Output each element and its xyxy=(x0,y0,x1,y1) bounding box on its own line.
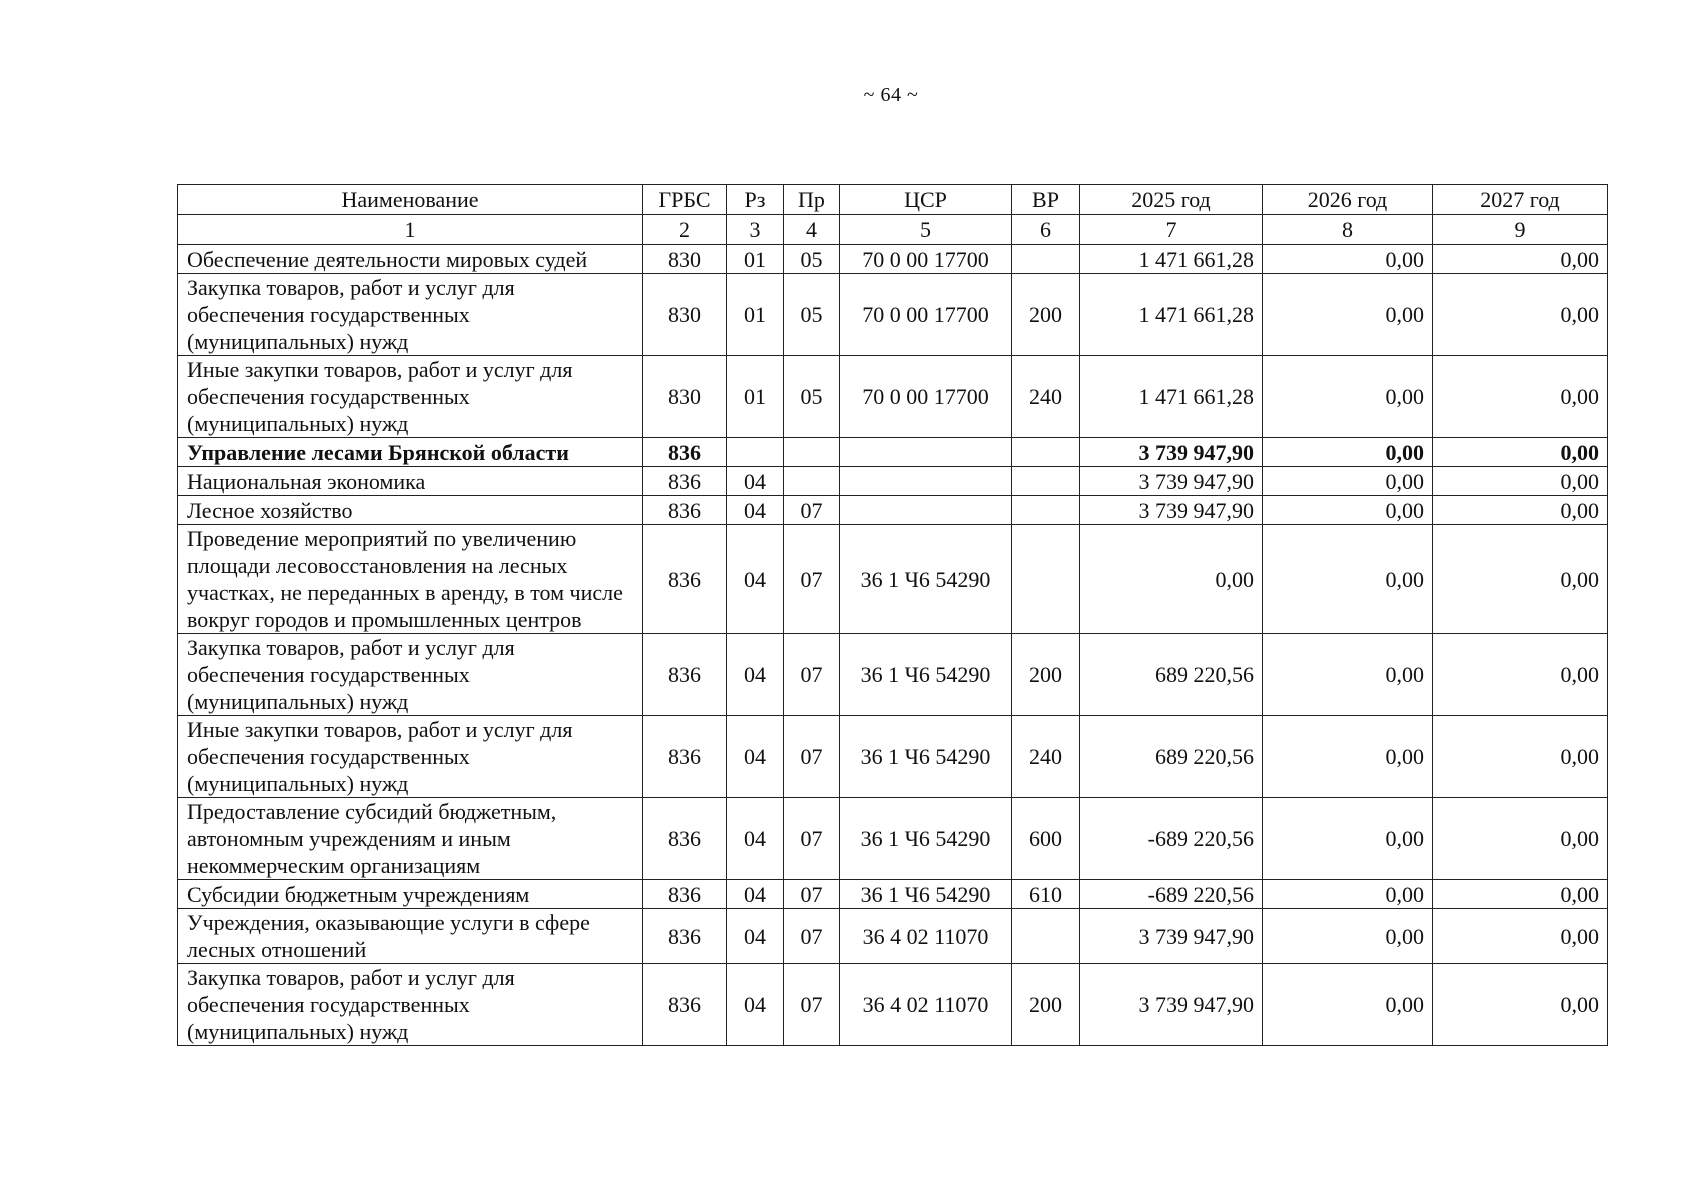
cell-grbs: 836 xyxy=(643,964,727,1046)
cell-2025: 1 471 661,28 xyxy=(1080,245,1263,274)
cell-2027: 0,00 xyxy=(1433,356,1608,438)
cell-2027: 0,00 xyxy=(1433,909,1608,964)
cell-2026: 0,00 xyxy=(1263,467,1433,496)
cell-2026: 0,00 xyxy=(1263,880,1433,909)
cell-csr: 36 1 Ч6 54290 xyxy=(840,634,1012,716)
cell-vr: 240 xyxy=(1012,716,1080,798)
cell-rz: 04 xyxy=(727,525,784,634)
cell-2025: 3 739 947,90 xyxy=(1080,964,1263,1046)
cell-2027: 0,00 xyxy=(1433,467,1608,496)
cell-pr xyxy=(784,438,840,467)
cell-vr xyxy=(1012,467,1080,496)
column-number: 3 xyxy=(727,215,784,245)
cell-csr: 36 1 Ч6 54290 xyxy=(840,798,1012,880)
cell-rz: 04 xyxy=(727,909,784,964)
cell-2025: 1 471 661,28 xyxy=(1080,356,1263,438)
cell-grbs: 836 xyxy=(643,496,727,525)
header-2025: 2025 год xyxy=(1080,185,1263,215)
cell-rz: 01 xyxy=(727,274,784,356)
cell-name: Лесное хозяйство xyxy=(178,496,643,525)
header-row xyxy=(178,185,1608,215)
table-row xyxy=(178,525,1608,634)
cell-2026: 0,00 xyxy=(1263,245,1433,274)
cell-2025: 1 471 661,28 xyxy=(1080,274,1263,356)
cell-2026: 0,00 xyxy=(1263,909,1433,964)
header-2027: 2027 год xyxy=(1433,185,1608,215)
cell-vr: 200 xyxy=(1012,634,1080,716)
cell-2027: 0,00 xyxy=(1433,716,1608,798)
cell-name: Иные закупки товаров, работ и услуг для обеспечения государственных (муниципальных) нужд xyxy=(178,716,643,798)
cell-2027: 0,00 xyxy=(1433,880,1608,909)
table-row xyxy=(178,496,1608,525)
cell-grbs: 836 xyxy=(643,634,727,716)
cell-name: Национальная экономика xyxy=(178,467,643,496)
table-row xyxy=(178,909,1608,964)
cell-2025: 3 739 947,90 xyxy=(1080,909,1263,964)
cell-csr: 36 1 Ч6 54290 xyxy=(840,525,1012,634)
cell-grbs: 836 xyxy=(643,880,727,909)
cell-2027: 0,00 xyxy=(1433,245,1608,274)
cell-grbs: 830 xyxy=(643,356,727,438)
cell-vr xyxy=(1012,909,1080,964)
cell-csr: 36 4 02 11070 xyxy=(840,909,1012,964)
cell-vr xyxy=(1012,525,1080,634)
table-row xyxy=(178,274,1608,356)
header-csr: ЦСР xyxy=(840,185,1012,215)
cell-2026: 0,00 xyxy=(1263,716,1433,798)
column-number: 7 xyxy=(1080,215,1263,245)
cell-2027: 0,00 xyxy=(1433,798,1608,880)
table-row xyxy=(178,356,1608,438)
cell-rz: 04 xyxy=(727,964,784,1046)
cell-vr: 200 xyxy=(1012,274,1080,356)
cell-2027: 0,00 xyxy=(1433,525,1608,634)
cell-grbs: 836 xyxy=(643,798,727,880)
cell-pr: 05 xyxy=(784,356,840,438)
header-rz: Рз xyxy=(727,185,784,215)
cell-csr: 36 4 02 11070 xyxy=(840,964,1012,1046)
cell-name: Предоставление субсидий бюджетным, автономным учреждениям и иным некоммерческим организациям xyxy=(178,798,643,880)
header-name: Наименование xyxy=(178,185,643,215)
cell-csr xyxy=(840,467,1012,496)
cell-name: Закупка товаров, работ и услуг для обеспечения государственных (муниципальных) нужд xyxy=(178,634,643,716)
cell-csr: 36 1 Ч6 54290 xyxy=(840,716,1012,798)
cell-2027: 0,00 xyxy=(1433,496,1608,525)
cell-csr: 70 0 00 17700 xyxy=(840,274,1012,356)
cell-rz: 04 xyxy=(727,880,784,909)
cell-name: Закупка товаров, работ и услуг для обеспечения государственных (муниципальных) нужд xyxy=(178,274,643,356)
cell-csr xyxy=(840,438,1012,467)
cell-csr xyxy=(840,496,1012,525)
cell-2026: 0,00 xyxy=(1263,496,1433,525)
cell-2026: 0,00 xyxy=(1263,964,1433,1046)
cell-2027: 0,00 xyxy=(1433,438,1608,467)
cell-rz: 01 xyxy=(727,245,784,274)
header-vr: ВР xyxy=(1012,185,1080,215)
column-number: 1 xyxy=(178,215,643,245)
column-number: 2 xyxy=(643,215,727,245)
header-pr: Пр xyxy=(784,185,840,215)
table-row xyxy=(178,634,1608,716)
cell-name: Обеспечение деятельности мировых судей xyxy=(178,245,643,274)
cell-grbs: 836 xyxy=(643,467,727,496)
cell-vr: 600 xyxy=(1012,798,1080,880)
cell-name: Иные закупки товаров, работ и услуг для обеспечения государственных (муниципальных) нужд xyxy=(178,356,643,438)
column-number: 9 xyxy=(1433,215,1608,245)
cell-vr: 200 xyxy=(1012,964,1080,1046)
cell-name: Учреждения, оказывающие услуги в сфере лесных отношений xyxy=(178,909,643,964)
cell-pr: 07 xyxy=(784,798,840,880)
cell-pr: 07 xyxy=(784,716,840,798)
cell-rz: 04 xyxy=(727,798,784,880)
cell-pr: 07 xyxy=(784,909,840,964)
cell-grbs: 836 xyxy=(643,909,727,964)
column-number: 8 xyxy=(1263,215,1433,245)
cell-grbs: 830 xyxy=(643,245,727,274)
cell-2026: 0,00 xyxy=(1263,438,1433,467)
cell-pr xyxy=(784,467,840,496)
column-number: 4 xyxy=(784,215,840,245)
cell-pr: 05 xyxy=(784,245,840,274)
cell-2025: 689 220,56 xyxy=(1080,634,1263,716)
table-row xyxy=(178,964,1608,1046)
cell-grbs: 836 xyxy=(643,716,727,798)
budget-table xyxy=(177,184,1608,1046)
table-row xyxy=(178,798,1608,880)
cell-2026: 0,00 xyxy=(1263,525,1433,634)
cell-csr: 70 0 00 17700 xyxy=(840,245,1012,274)
cell-vr xyxy=(1012,438,1080,467)
column-number: 6 xyxy=(1012,215,1080,245)
cell-csr: 36 1 Ч6 54290 xyxy=(840,880,1012,909)
cell-pr: 07 xyxy=(784,496,840,525)
cell-2025: -689 220,56 xyxy=(1080,798,1263,880)
cell-rz: 01 xyxy=(727,356,784,438)
budget-table-container xyxy=(177,184,1607,1046)
table-row xyxy=(178,438,1608,467)
cell-name: Проведение мероприятий по увеличению площади лесовосстановления на лесных участках, не переданных в аренду, в том числе вокруг городов и промышленных центров xyxy=(178,525,643,634)
column-number-row xyxy=(178,215,1608,245)
cell-csr: 70 0 00 17700 xyxy=(840,356,1012,438)
cell-name: Управление лесами Брянской области xyxy=(178,438,643,467)
cell-2025: 3 739 947,90 xyxy=(1080,438,1263,467)
cell-name: Субсидии бюджетным учреждениям xyxy=(178,880,643,909)
table-row xyxy=(178,245,1608,274)
cell-rz: 04 xyxy=(727,716,784,798)
cell-pr: 07 xyxy=(784,880,840,909)
header-2026: 2026 год xyxy=(1263,185,1433,215)
header-grbs: ГРБС xyxy=(643,185,727,215)
cell-pr: 07 xyxy=(784,964,840,1046)
cell-rz: 04 xyxy=(727,634,784,716)
cell-name: Закупка товаров, работ и услуг для обеспечения государственных (муниципальных) нужд xyxy=(178,964,643,1046)
cell-pr: 07 xyxy=(784,525,840,634)
table-row xyxy=(178,716,1608,798)
column-number: 5 xyxy=(840,215,1012,245)
cell-2025: 3 739 947,90 xyxy=(1080,496,1263,525)
cell-2026: 0,00 xyxy=(1263,634,1433,716)
cell-rz xyxy=(727,438,784,467)
cell-2025: 3 739 947,90 xyxy=(1080,467,1263,496)
cell-vr xyxy=(1012,496,1080,525)
page-number: ~ 64 ~ xyxy=(863,84,919,106)
cell-grbs: 836 xyxy=(643,525,727,634)
cell-grbs: 836 xyxy=(643,438,727,467)
cell-2026: 0,00 xyxy=(1263,798,1433,880)
cell-2027: 0,00 xyxy=(1433,964,1608,1046)
cell-rz: 04 xyxy=(727,467,784,496)
cell-pr: 07 xyxy=(784,634,840,716)
cell-vr: 240 xyxy=(1012,356,1080,438)
cell-pr: 05 xyxy=(784,274,840,356)
cell-vr xyxy=(1012,245,1080,274)
cell-grbs: 830 xyxy=(643,274,727,356)
cell-2025: 0,00 xyxy=(1080,525,1263,634)
cell-2025: 689 220,56 xyxy=(1080,716,1263,798)
cell-2027: 0,00 xyxy=(1433,634,1608,716)
cell-2026: 0,00 xyxy=(1263,356,1433,438)
table-row xyxy=(178,880,1608,909)
cell-rz: 04 xyxy=(727,496,784,525)
cell-2026: 0,00 xyxy=(1263,274,1433,356)
table-row xyxy=(178,467,1608,496)
cell-2025: -689 220,56 xyxy=(1080,880,1263,909)
cell-2027: 0,00 xyxy=(1433,274,1608,356)
cell-vr: 610 xyxy=(1012,880,1080,909)
